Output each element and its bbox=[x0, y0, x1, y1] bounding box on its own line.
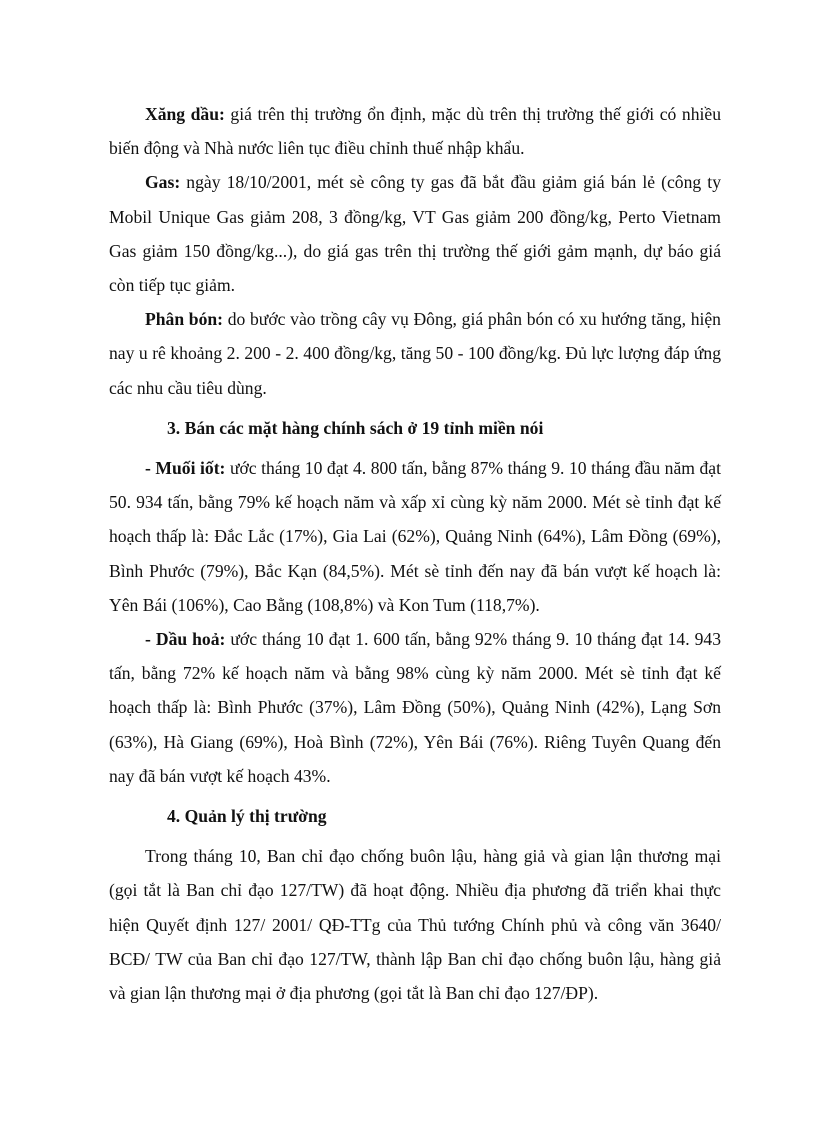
text-muoi-iot: ước tháng 10 đạt 4. 800 tấn, bằng 87% tháng 9. 10 tháng đầu năm đạt 50. 934 tấn, bằng 79% kế hoạch năm và xấp xỉ cùng kỳ năm 2000. Mét sè tỉnh đạt kế hoạch thấp là: Đắc Lắc (17%), Gia Lai (62%), Quảng Ninh (64%), Lâm Đồng (69%), Bình Phước (79%), Bắc Kạn (84,5%). Mét sè tỉnh đến nay đã bán vượt kế hoạch là: Yên Bái (106%), Cao Bằng (108,8%) và Kon Tum (118,7%). bbox=[109, 458, 721, 615]
paragraph-xang-dau bbox=[109, 97, 721, 165]
document-page bbox=[109, 97, 721, 1010]
lead-dau-hoa: - Dầu hoả: bbox=[145, 629, 226, 650]
text-gas: ngày 18/10/2001, mét sè công ty gas đã bắt đầu giảm giá bán lẻ (công ty Mobil Unique Gas giảm 208, 3 đồng/kg, VT Gas giảm 200 đồng/kg, Perto Vietnam Gas giảm 150 đồng/kg...), do giá gas trên thị trường thế giới gảm mạnh, dự báo giá còn tiếp tục giảm. bbox=[109, 172, 721, 296]
paragraph-phan-bon bbox=[109, 302, 721, 405]
lead-xang-dau: Xăng dầu: bbox=[145, 104, 225, 124]
paragraph-gas bbox=[109, 165, 721, 302]
lead-gas: Gas: bbox=[145, 172, 181, 193]
lead-muoi-iot: - Muối iốt: bbox=[145, 458, 226, 479]
section-heading-3: 3. Bán các mặt hàng chính sách ở 19 tỉnh miền nói bbox=[167, 417, 544, 438]
paragraph-quan-ly: Trong tháng 10, Ban chỉ đạo chống buôn lậu, hàng giả và gian lận thương mại (gọi tắt là Ban chỉ đạo 127/TW) đã hoạt động. Nhiều địa phương đã triển khai thực hiện Quyết định 127/ 2001/ QĐ-TTg của Thủ tướng Chính phủ và công văn 3640/ BCĐ/ TW của Ban chỉ đạo 127/TW, thành lập Ban chỉ đạo chống buôn lậu, hàng giả và gian lận thương mại ở địa phương (gọi tắt là Ban chỉ đạo 127/ĐP). bbox=[109, 846, 721, 1004]
paragraph-dau-hoa bbox=[109, 622, 721, 793]
paragraph-muoi-iot bbox=[109, 451, 721, 622]
text-xang-dau: giá trên thị trường ổn định, mặc dù trên thị trường thế giới có nhiều biến động và Nhà nước liên tục điều chỉnh thuế nhập khẩu. bbox=[109, 104, 721, 159]
lead-phan-bon: Phân bón: bbox=[145, 309, 224, 330]
section-heading-4: 4. Quản lý thị trường bbox=[167, 806, 327, 827]
text-dau-hoa: ước tháng 10 đạt 1. 600 tấn, bằng 92% tháng 9. 10 tháng đạt 14. 943 tấn, bằng 72% kế hoạch năm và bằng 98% cùng kỳ năm 2000. Mét sè tỉnh đạt kế hoạch thấp là: Bình Phước (37%), Lâm Đồng (50%), Quảng Ninh (42%), Lạng Sơn (63%), Hà Giang (69%), Hoà Bình (72%), Yên Bái (76%). Riêng Tuyên Quang đến nay đã bán vượt kế hoạch 43%. bbox=[109, 629, 721, 786]
text-phan-bon: do bước vào trồng cây vụ Đông, giá phân bón có xu hướng tăng, hiện nay u rê khoảng 2. 200 - 2. 400 đồng/kg, tăng 50 - 100 đồng/kg. Đủ lực lượng đáp ứng các nhu cầu tiêu dùng. bbox=[109, 309, 721, 398]
